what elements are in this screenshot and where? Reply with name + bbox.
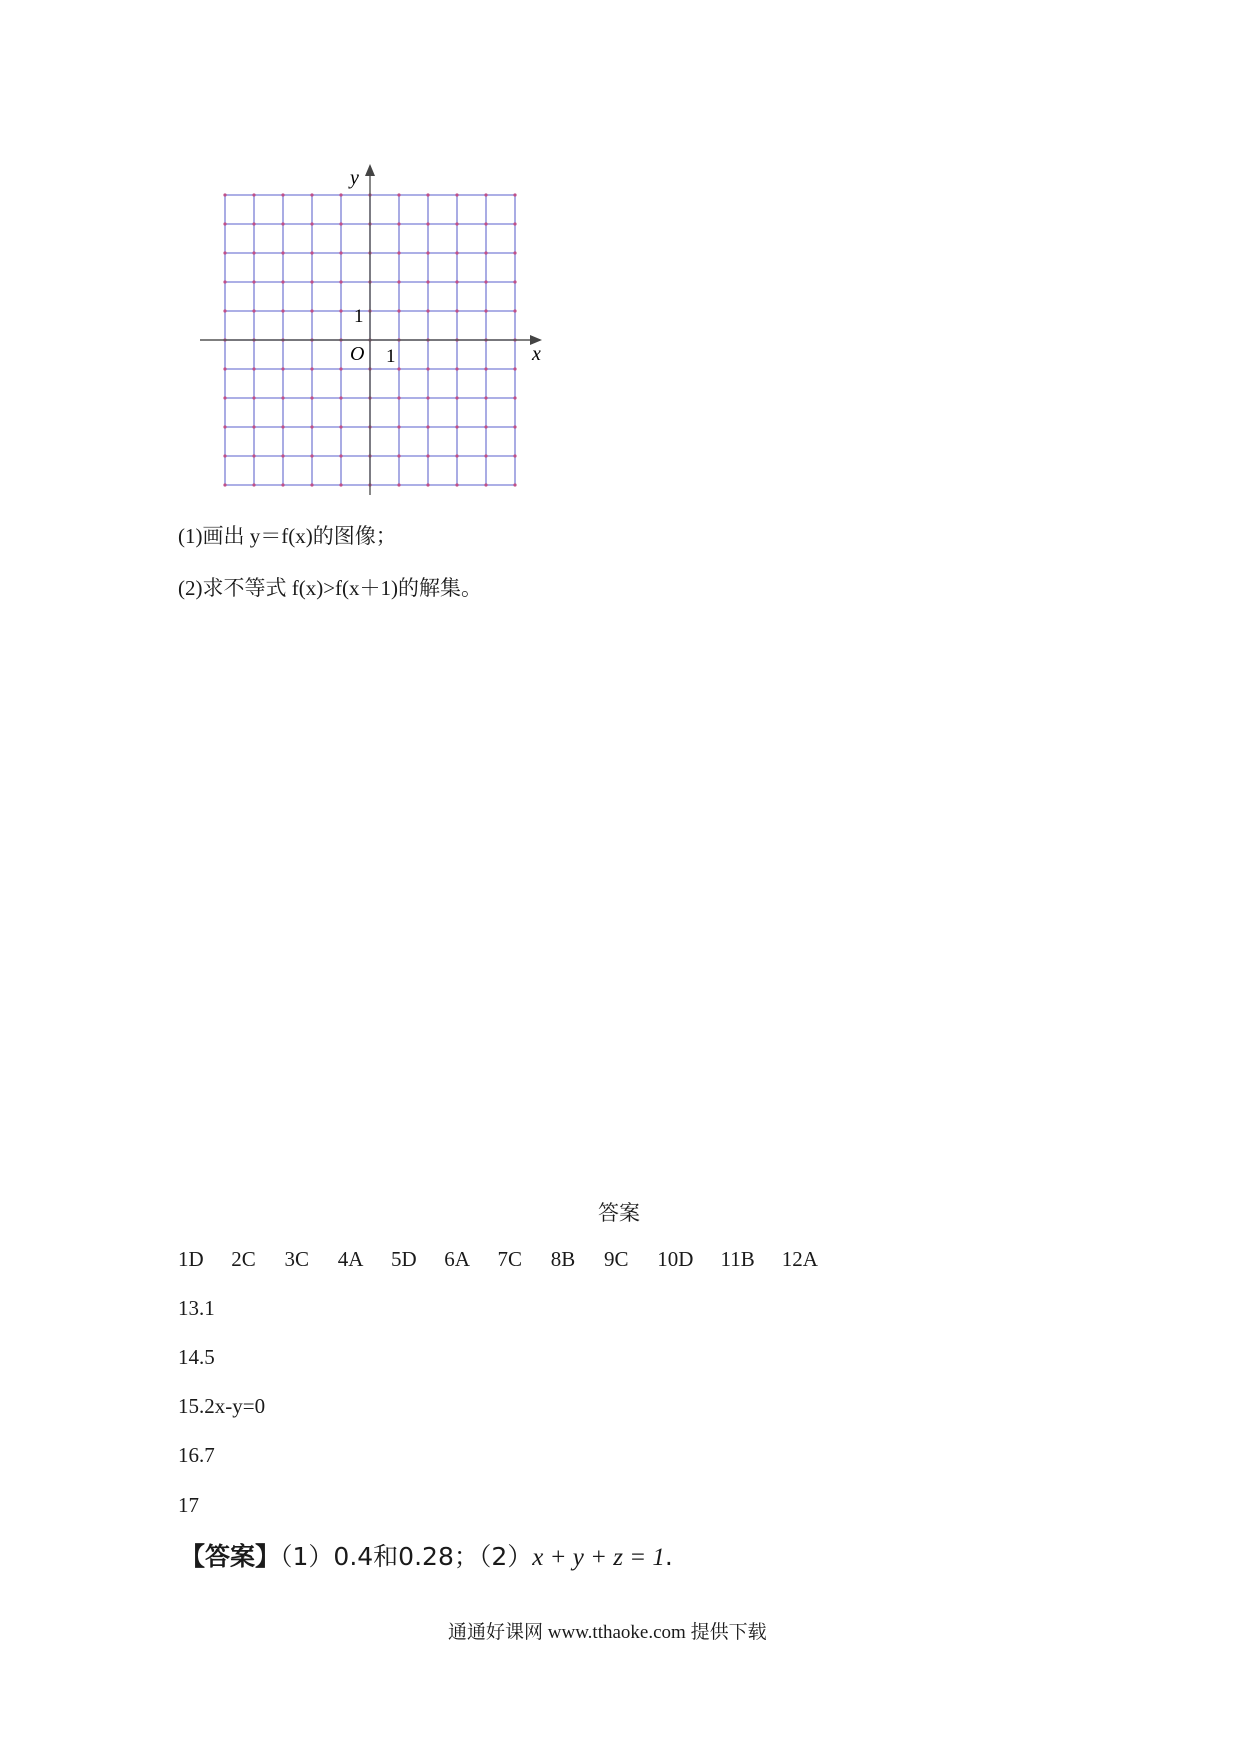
grid-dot <box>426 454 429 457</box>
answer-17: 17 <box>178 1493 199 1517</box>
grid-dot <box>223 251 226 254</box>
grid-dot <box>397 396 400 399</box>
answers-title: 答案 <box>598 1201 640 1225</box>
grid-dot <box>397 367 400 370</box>
grid-dot <box>513 222 516 225</box>
grid-dot <box>281 425 284 428</box>
grid-dot <box>281 222 284 225</box>
part1-value: 0.4和0.28 <box>333 1542 454 1571</box>
grid-dot <box>426 280 429 283</box>
grid-dot <box>397 193 400 196</box>
grid-dot <box>513 280 516 283</box>
choice-answers-row <box>178 1247 830 1272</box>
grid-dot <box>455 193 458 196</box>
grid-dot <box>223 367 226 370</box>
unit-y-label: 1 <box>354 306 364 327</box>
grid-dot <box>426 367 429 370</box>
grid-dot <box>339 396 342 399</box>
grid-dot <box>426 193 429 196</box>
grid-dot <box>484 280 487 283</box>
grid-dot <box>310 280 313 283</box>
grid-dot <box>281 396 284 399</box>
part2-label: （2） <box>478 1542 533 1571</box>
grid-dot <box>310 483 313 486</box>
choice-answer: 10D <box>657 1247 694 1271</box>
grid-dot <box>310 309 313 312</box>
grid-dot <box>252 309 255 312</box>
grid-dot <box>484 454 487 457</box>
grid-dot <box>281 454 284 457</box>
grid-dot <box>397 425 400 428</box>
grid-dot <box>223 280 226 283</box>
choice-answer: 2C <box>231 1247 256 1271</box>
grid-dot <box>397 251 400 254</box>
answer-15: 15.2x-y=0 <box>178 1394 266 1418</box>
grid-dot <box>281 367 284 370</box>
grid-dot <box>223 193 226 196</box>
grid-dot <box>455 425 458 428</box>
answer-14: 14.5 <box>178 1345 215 1369</box>
choice-answer: 3C <box>284 1247 310 1271</box>
grid-dot <box>455 367 458 370</box>
grid-dot <box>484 425 487 428</box>
grid-dot <box>223 396 226 399</box>
grid-dot <box>339 251 342 254</box>
grid-dot <box>252 454 255 457</box>
grid-dot <box>484 251 487 254</box>
grid-dot <box>223 454 226 457</box>
grid-dot <box>310 367 313 370</box>
grid-dot <box>223 222 226 225</box>
origin-label: O <box>350 343 365 365</box>
grid-dot <box>455 396 458 399</box>
grid-dot <box>513 251 516 254</box>
grid-dot <box>252 396 255 399</box>
grid-dot <box>397 483 400 486</box>
grid-dot <box>513 396 516 399</box>
page-footer: 通通好课网 www.tthaoke.com 提供下载 <box>448 1622 767 1643</box>
end-mark: . <box>664 1542 673 1571</box>
grid-dot <box>455 280 458 283</box>
question-part-2: (2)求不等式 f(x)>f(x＋1)的解集。 <box>178 576 483 600</box>
grid-dot <box>223 309 226 312</box>
grid-dot <box>513 454 516 457</box>
part2-expression: x + y + z = 1 <box>532 1544 665 1571</box>
choice-answer: 6A <box>444 1247 470 1271</box>
grid-dot <box>310 193 313 196</box>
grid-dot <box>310 222 313 225</box>
grid-dot <box>281 280 284 283</box>
choice-answer: 11B <box>720 1247 755 1271</box>
answer-17-detail <box>180 1537 673 1573</box>
choice-answer: 5D <box>391 1247 417 1271</box>
grid-dot <box>281 251 284 254</box>
grid-dot <box>339 367 342 370</box>
choice-answer: 9C <box>604 1247 629 1271</box>
choice-answer: 4A <box>337 1247 364 1271</box>
grid-dot <box>426 309 429 312</box>
part1-label: （1） <box>280 1542 334 1571</box>
grid-dot <box>281 193 284 196</box>
grid-dot <box>397 309 400 312</box>
question-part-1: (1)画出 y＝f(x)的图像； <box>178 524 397 548</box>
grid-dot <box>281 309 284 312</box>
grid-dot <box>455 309 458 312</box>
grid-dot <box>339 193 342 196</box>
grid-dot <box>484 483 487 486</box>
x-axis-label: x <box>532 343 541 365</box>
grid-dot <box>397 454 400 457</box>
y-axis-label: y <box>350 167 359 189</box>
grid-dot <box>252 367 255 370</box>
grid-dot <box>310 454 313 457</box>
choice-answer: 7C <box>497 1247 523 1271</box>
separator: ； <box>453 1542 479 1571</box>
grid-dot <box>513 193 516 196</box>
y-axis-arrow-icon <box>365 164 375 176</box>
grid-dot <box>484 193 487 196</box>
grid-dot <box>455 251 458 254</box>
grid-dot <box>310 251 313 254</box>
grid-dot <box>252 280 255 283</box>
grid-dot <box>252 425 255 428</box>
grid-dot <box>339 454 342 457</box>
choice-answer: 12A <box>781 1247 818 1271</box>
coordinate-grid-figure <box>190 160 550 500</box>
grid-dot <box>252 483 255 486</box>
grid-dot <box>310 425 313 428</box>
grid-dot <box>339 483 342 486</box>
grid-dot <box>310 396 313 399</box>
grid-dot <box>455 454 458 457</box>
grid-dot <box>397 280 400 283</box>
choice-answer: 1D <box>178 1247 204 1271</box>
grid-dot <box>455 222 458 225</box>
grid-dot <box>513 309 516 312</box>
grid-dot <box>513 367 516 370</box>
grid-dot <box>455 483 458 486</box>
grid-dot <box>484 396 487 399</box>
grid-dot <box>426 425 429 428</box>
grid-dot <box>339 309 342 312</box>
grid-dot <box>252 222 255 225</box>
grid-dot <box>339 222 342 225</box>
grid-dot <box>484 222 487 225</box>
grid-dot <box>339 425 342 428</box>
grid-dot <box>252 193 255 196</box>
grid-dot <box>513 425 516 428</box>
grid-dot <box>281 483 284 486</box>
answer-16: 16.7 <box>178 1443 215 1467</box>
grid-dot <box>223 483 226 486</box>
grid-dot <box>252 251 255 254</box>
grid-dot <box>426 483 429 486</box>
answer-bracket-label: 【答案】 <box>180 1542 281 1571</box>
grid-dot <box>426 251 429 254</box>
grid-dot <box>223 425 226 428</box>
unit-x-label: 1 <box>386 346 396 367</box>
grid-dot <box>484 367 487 370</box>
answer-13: 13.1 <box>178 1296 215 1320</box>
grid-dot <box>397 222 400 225</box>
grid-dot <box>426 396 429 399</box>
choice-answer: 8B <box>550 1247 576 1271</box>
grid-dot <box>426 222 429 225</box>
grid-dot <box>339 280 342 283</box>
grid-dot <box>513 483 516 486</box>
grid-dot <box>484 309 487 312</box>
